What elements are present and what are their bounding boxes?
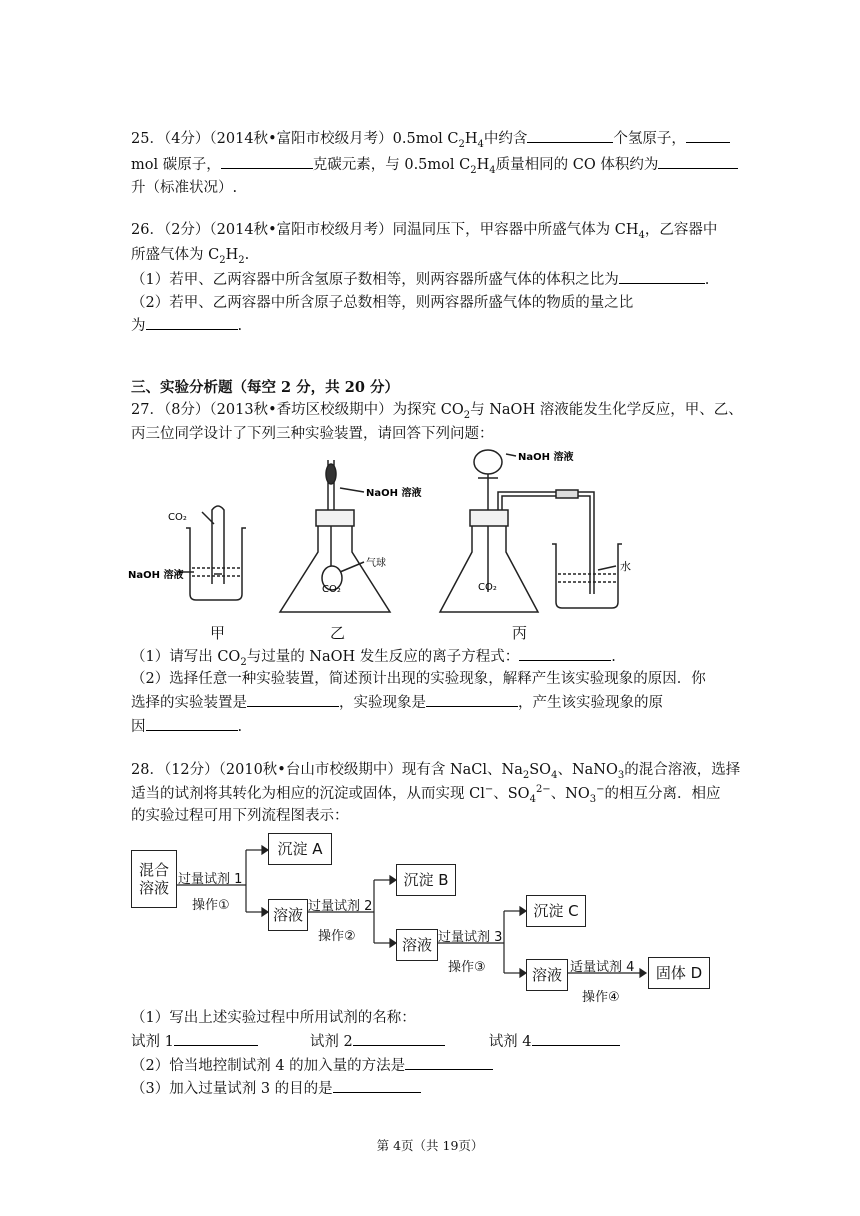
operation-4-label: 操作④: [582, 990, 620, 1005]
q26-line4: （2）若甲、乙两容器中所含原子总数相等，则两容器所盛气体的物质的量之比: [131, 295, 634, 311]
q28-sub3: （3）加入过量试剂 3 的目的是: [131, 1078, 421, 1099]
q27-line2: 丙三位同学设计了下列三种实验装置，请回答下列问题：: [131, 426, 494, 442]
precipitate-c-box: 沉淀 C: [526, 895, 586, 927]
q26-line3: （1）若甲、乙两容器中所含氢原子数相等，则两容器所盛气体的体积之比为 .: [131, 269, 709, 290]
naoh-label-2: NaOH 溶液: [366, 488, 422, 499]
naoh-label-3: NaOH 溶液: [518, 452, 574, 463]
q26-line2: 所盛气体为 $C_2H_2$.: [131, 247, 250, 266]
q28-blank-2[interactable]: [405, 1055, 493, 1070]
operation-1-label: 操作①: [192, 898, 230, 913]
caption-b: 乙: [330, 624, 346, 642]
solution-1-box: 溶液: [268, 899, 308, 931]
q25-line1: 25．（4分）（2014秋•富阳市校级月考）0.5mol $C_2H_4$中约含 个氢原子，: [131, 128, 730, 149]
q28-line2: 适当的试剂将其转化为相应的沉淀或固体，从而实现 Cl−、$SO_4^{2-}$、$NO_3^-$的相互分离．相应: [131, 784, 721, 805]
reagent-3-label: 过量试剂 3: [438, 930, 503, 945]
solution-3-box: 溶液: [526, 959, 568, 991]
q27-line1: 27．（8分）（2013秋•香坊区校级期中）为探究 $CO_2$与 NaOH 溶液能发生化学反应，甲、乙、: [131, 402, 743, 421]
caption-c: 丙: [512, 624, 528, 642]
solid-d-box: 固体 D: [648, 957, 710, 989]
q26-line1: 26．（2分）（2014秋•富阳市校级月考）同温同压下，甲容器中所盛气体为 $CH_4$，乙容器中: [131, 222, 718, 241]
reagent-1-blank[interactable]: [174, 1031, 258, 1046]
q27-line5: 选择的实验装置是 ，实验现象是 ，产生该实验现象的原: [131, 692, 663, 713]
precipitate-a-box: 沉淀 A: [268, 833, 332, 865]
precipitate-b-box: 沉淀 B: [396, 864, 456, 896]
reagent-4-blank[interactable]: [532, 1031, 620, 1046]
co2-label-3: CO₂: [478, 582, 497, 593]
reagent-4-label: 适量试剂 4: [570, 960, 635, 975]
co2-label-2: CO₂: [322, 584, 341, 595]
q28-sub1: （1）写出上述实验过程中所用试剂的名称：: [131, 1010, 416, 1026]
q28-line3: 的实验过程可用下列流程图表示：: [131, 808, 349, 824]
balloon-label: 气球: [366, 558, 386, 569]
q27-line3: （1）请写出 $CO_2$与过量的 NaOH 发生反应的离子方程式： .: [131, 646, 616, 667]
solution-2-box: 溶液: [396, 929, 438, 961]
page-footer: 第 4页（共 19页）: [376, 1138, 484, 1153]
q28-sub2: （2）恰当地控制试剂 4 的加入量的方法是: [131, 1055, 493, 1076]
q26-line5: 为 .: [131, 315, 242, 336]
naoh-label: NaOH 溶液: [128, 570, 184, 581]
q27-line6: 因 .: [131, 716, 242, 737]
water-label: 水: [620, 560, 631, 573]
q28-reagents-line: 试剂 1 试剂 2 试剂 4: [131, 1031, 620, 1052]
reagent-1-label: 过量试剂 1: [178, 872, 243, 887]
section-heading: 三、实验分析题（每空 2 分，共 20 分）: [131, 379, 399, 396]
co2-label: CO₂: [168, 512, 187, 523]
q28-line1: 28．（12分）（2010秋•台山市校级期中）现有含 NaCl、$Na_2SO_4$、NaNO$_3$的混合溶液，选择: [131, 762, 741, 781]
mixed-solution-box: 混合溶液: [131, 850, 177, 908]
q28-blank-3[interactable]: [333, 1078, 421, 1093]
operation-2-label: 操作②: [318, 929, 356, 944]
q25-line2: mol 碳原子， 克碳元素，与 0.5mol $C_2H_4$质量相同的 CO 体积约为: [131, 154, 738, 175]
q27-line4: （2）选择任意一种实验装置，简述预计出现的实验现象，解释产生该实验现象的原因．你: [131, 671, 706, 687]
reagent-2-blank[interactable]: [353, 1031, 445, 1046]
operation-3-label: 操作③: [448, 960, 486, 975]
q25-line3: 升（标准状况）.: [131, 180, 238, 196]
caption-a: 甲: [210, 624, 226, 642]
reagent-2-label: 过量试剂 2: [308, 899, 373, 914]
